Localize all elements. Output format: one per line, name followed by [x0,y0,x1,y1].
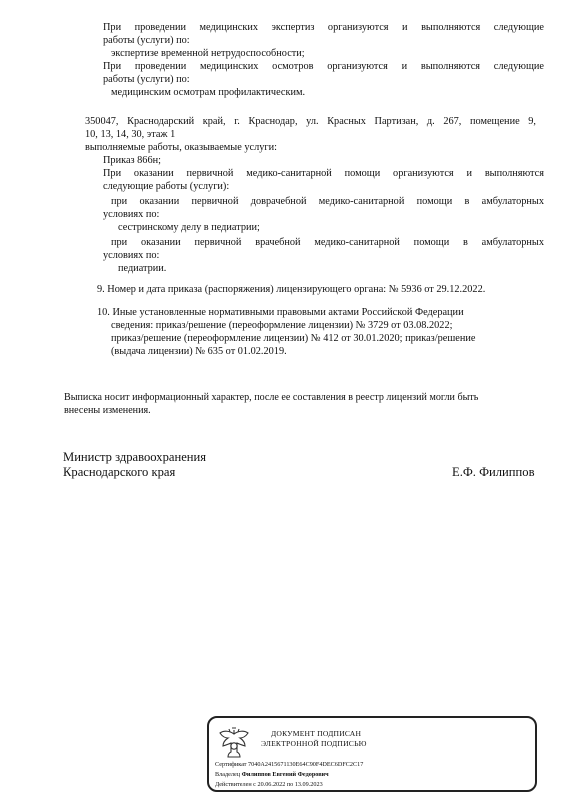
text-line: условиях по: [103,250,160,261]
text-line: При проведении медицинских экспертиз организуются и выполняются следующие [103,22,544,33]
address-line: 10, 13, 14, 30, этаж 1 [85,129,176,140]
signatory-name: Е.Ф. Филиппов [452,465,535,479]
text-line: педиатрии. [118,263,167,274]
text-line: Приказ 866н; [103,155,161,166]
text-line: медицинским осмотрам профилактическим. [111,87,306,98]
certificate-number: Сертификат 7040A2415671130E64C90F4DEC6DFC2C17 [215,761,364,768]
text-line: (выдача лицензии) № 635 от 01.02.2019. [111,346,287,357]
text-line: приказ/решение (переоформление лицензии) № 412 от 30.01.2020; приказ/решение [111,333,476,344]
text-line: 10. Иные установленные нормативными правовыми актами Российской Федерации [97,307,464,318]
coat-of-arms-icon [217,726,251,762]
text-line: работы (услуги) по: [103,35,190,46]
disclaimer-note: Выписка носит информационный характер, после ее составления в реестр лицензий могли быть [64,392,479,403]
stamp-title: ДОКУМЕНТ ПОДПИСАН [271,729,362,738]
signatory-position: Краснодарского края [63,465,176,479]
certificate-owner: Владелец Филиппов Евгений Федорович [215,771,329,778]
text-line: условиях по: [103,209,160,220]
text-line: сестринскому делу в педиатрии; [118,222,260,233]
text-line: сведения: приказ/решение (переоформление лицензии) № 3729 от 03.08.2022; [111,320,453,331]
signatory-position: Министр здравоохранения [63,450,207,464]
text-line: работы (услуги) по: [103,74,190,85]
text-line: При оказании первичной медико-санитарной помощи организуются и выполняются [103,168,544,179]
stamp-title: ЭЛЕКТРОННОЙ ПОДПИСЬЮ [261,739,367,748]
e-signature-stamp [207,716,537,792]
text-line: При проведении медицинских осмотров организуются и выполняются следующие [103,61,544,72]
order-number-line: 9. Номер и дата приказа (распоряжения) лицензирующего органа: № 5936 от 29.12.2022. [97,284,486,295]
text-line: выполняемые работы, оказываемые услуги: [85,142,277,153]
text-line: при оказании первичной доврачебной медико-санитарной помощи в амбулаторных [111,196,544,207]
text-line: следующие работы (услуги): [103,181,230,192]
text-line: экспертизе временной нетрудоспособности; [111,48,305,59]
disclaimer-note: внесены изменения. [64,405,151,416]
address-line: 350047, Краснодарский край, г. Краснодар, ул. Красных Партизан, д. 267, помещение 9, [85,116,536,127]
text-line: при оказании первичной врачебной медико-санитарной помощи в амбулаторных [111,237,544,248]
certificate-validity: Действителен с 20.06.2022 по 13.09.2023 [215,781,323,788]
